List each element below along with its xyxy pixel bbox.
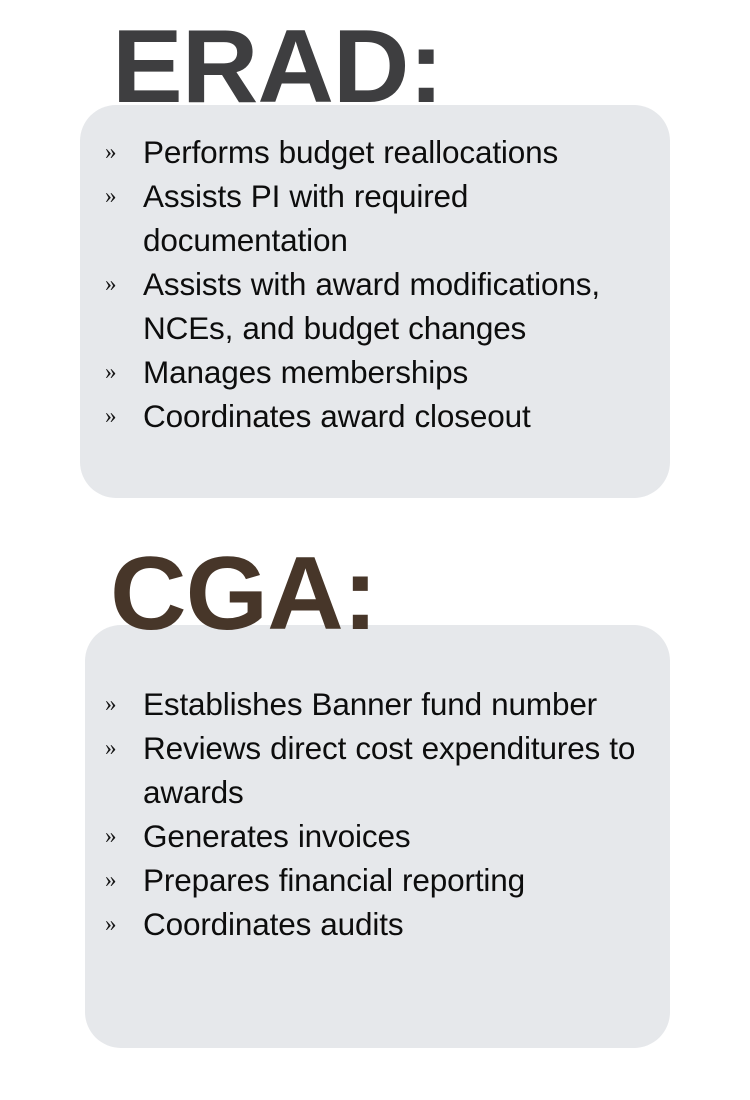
list-item — [103, 726, 663, 814]
list-item — [103, 130, 663, 174]
chevron-double-right-icon: » — [105, 823, 117, 848]
chevron-double-right-icon: » — [105, 271, 117, 296]
list-item-label: Coordinates award closeout — [143, 398, 531, 434]
chevron-double-right-icon: » — [105, 139, 117, 164]
list-item — [103, 814, 663, 858]
erad-bullet-list — [103, 130, 663, 438]
chevron-double-right-icon: » — [105, 911, 117, 936]
list-item-label: Prepares financial reporting — [143, 862, 526, 898]
list-item — [103, 262, 663, 350]
list-item-label: Reviews direct cost expenditures to awards — [143, 730, 636, 810]
list-item-label: Assists PI with required documentation — [143, 178, 469, 258]
list-item — [103, 350, 663, 394]
chevron-double-right-icon: » — [105, 691, 117, 716]
list-item-label: Assists with award modifications, NCEs, and budget changes — [143, 266, 600, 346]
list-item-label: Generates invoices — [143, 818, 411, 854]
cga-bullet-list — [103, 682, 663, 946]
chevron-double-right-icon: » — [105, 867, 117, 892]
chevron-double-right-icon: » — [105, 359, 117, 384]
list-item-label: Performs budget reallocations — [143, 134, 559, 170]
list-item — [103, 174, 663, 262]
list-item — [103, 902, 663, 946]
list-item-label: Establishes Banner fund number — [143, 686, 598, 722]
chevron-double-right-icon: » — [105, 735, 117, 760]
erad-section-title: ERAD: — [112, 9, 443, 125]
list-item — [103, 858, 663, 902]
cga-section-title: CGA: — [110, 536, 377, 652]
list-item-label: Manages memberships — [143, 354, 469, 390]
list-item — [103, 682, 663, 726]
chevron-double-right-icon: » — [105, 183, 117, 208]
chevron-double-right-icon: » — [105, 403, 117, 428]
list-item-label: Coordinates audits — [143, 906, 404, 942]
list-item — [103, 394, 663, 438]
